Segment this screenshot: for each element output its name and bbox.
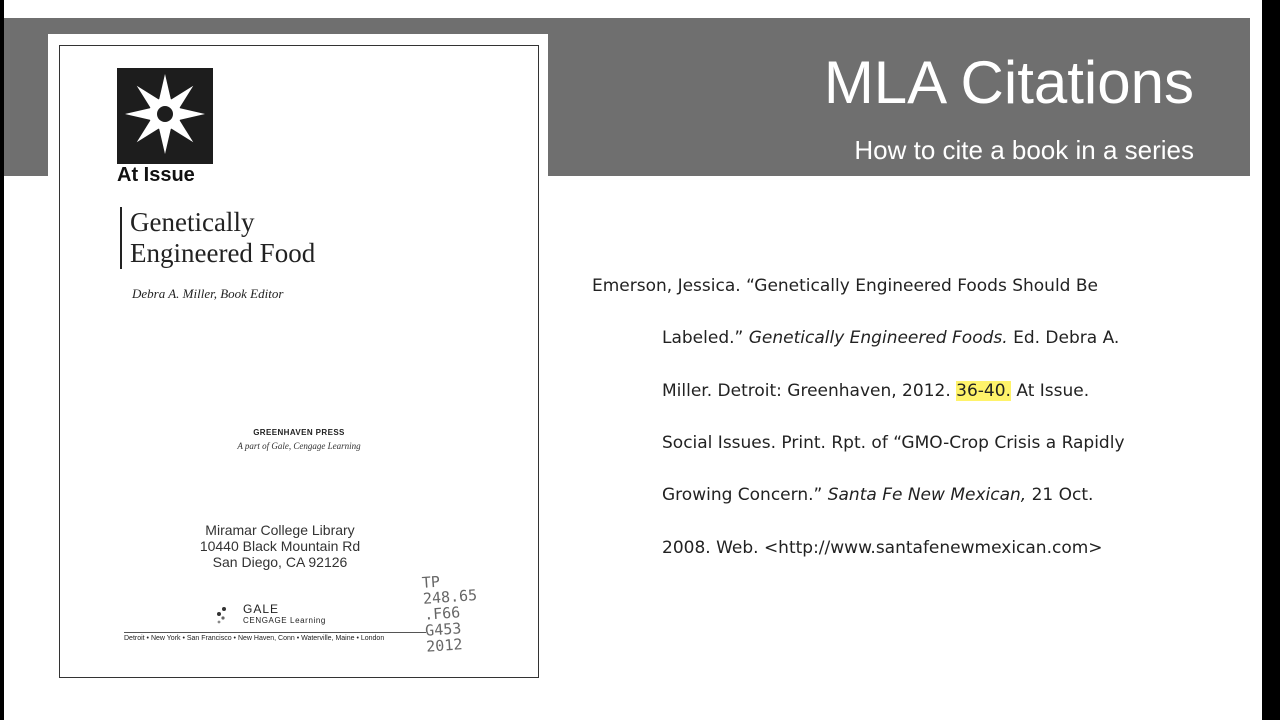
citation-text: Emerson, Jessica. “Genetically Engineered Foods Should Be <box>592 276 1098 296</box>
slide-subtitle: How to cite a book in a series <box>854 135 1194 165</box>
citation-line-4 <box>662 431 1125 455</box>
series-name: At Issue <box>117 164 195 186</box>
citation-line-2 <box>662 326 1119 350</box>
gale-dots-icon <box>215 606 229 624</box>
citation-book-title: Genetically Engineered Foods. <box>748 328 1008 348</box>
citation-text: 2008. Web. <http://www.santafenewmexican.com> <box>662 538 1103 558</box>
library-name: Miramar College Library <box>205 522 355 538</box>
citation-text: At Issue. <box>1010 381 1090 401</box>
citation-text: Miller. Detroit: Greenhaven, 2012. <box>662 381 957 401</box>
book-title <box>120 207 315 269</box>
call-number-line: TP <box>421 572 441 592</box>
call-number-line: 2012 <box>425 635 463 656</box>
citation-line-1 <box>592 274 1098 298</box>
book-title-line-2: Engineered Food <box>130 238 316 268</box>
book-editor: Debra A. Miller, Book Editor <box>132 286 284 301</box>
citation-text: Labeled.” <box>662 328 749 348</box>
citation-text: 21 Oct. <box>1026 485 1094 505</box>
call-number-line: 248.65 <box>422 586 478 608</box>
citation-page-range-highlight: 36-40. <box>956 381 1011 401</box>
citation-text: Growing Concern.” <box>662 485 828 505</box>
call-number-line: .F66 <box>423 603 461 624</box>
citation-text: Social Issues. Print. Rpt. of “GMO-Crop Crisis a Rapidly <box>662 433 1125 453</box>
citation-source-title: Santa Fe New Mexican, <box>827 485 1027 505</box>
call-number-line: G453 <box>424 619 462 640</box>
publisher-name: GREENHAVEN PRESS <box>253 428 345 437</box>
book-title-page <box>59 45 539 678</box>
citation-line-6 <box>662 536 1103 560</box>
publisher-cities: Detroit • New York • San Francisco • New Haven, Conn • Waterville, Maine • London <box>124 632 426 642</box>
slide <box>4 0 1262 720</box>
gale-subtitle: CENGAGE Learning <box>243 616 326 625</box>
publisher-tagline: A part of Gale, Cengage Learning <box>237 441 361 451</box>
library-street: 10440 Black Mountain Rd <box>199 538 361 554</box>
book-title-line-1: Genetically <box>130 207 255 237</box>
citation-line-5 <box>662 483 1093 507</box>
gale-name: GALE <box>243 602 280 616</box>
handwritten-call-number <box>421 569 506 654</box>
library-stamp <box>170 522 390 570</box>
citation-text: Ed. Debra A. <box>1007 328 1120 348</box>
library-city: San Diego, CA 92126 <box>212 554 348 570</box>
slide-title: MLA Citations <box>823 49 1194 116</box>
citation-line-3 <box>662 379 1089 403</box>
series-logo-icon <box>117 68 213 164</box>
